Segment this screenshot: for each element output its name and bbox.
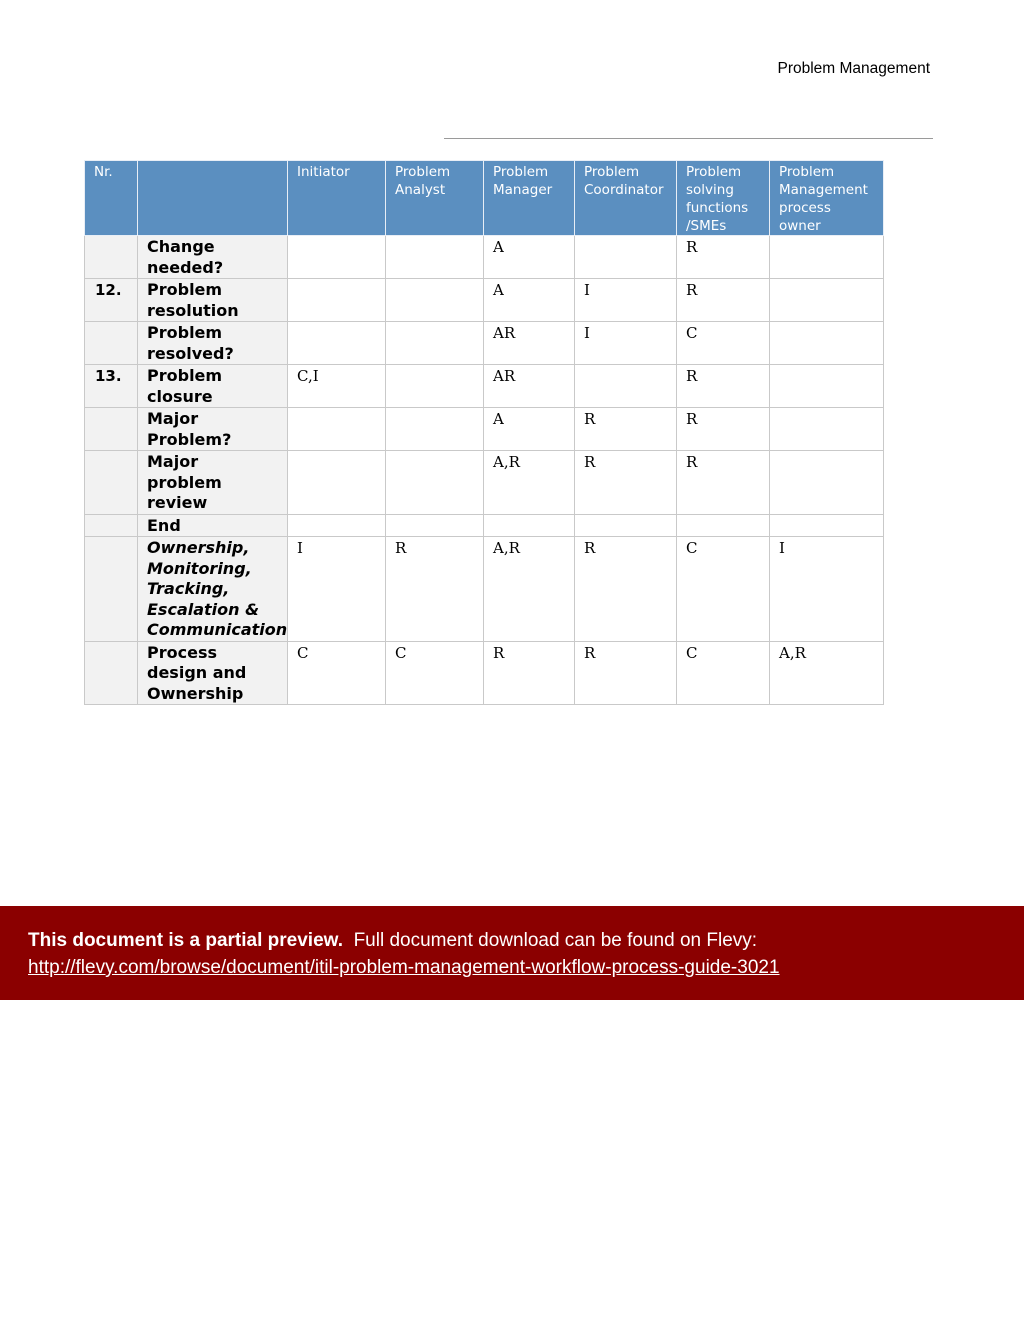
cell-problem-solving-functions: R xyxy=(677,279,770,322)
row-number xyxy=(85,236,138,279)
column-header-problem-analyst: Problem Analyst xyxy=(386,161,484,236)
row-activity: Change needed? xyxy=(138,236,288,279)
cell-problem-coordinator xyxy=(575,236,677,279)
row-activity: Problem resolution xyxy=(138,279,288,322)
column-header-activity xyxy=(138,161,288,236)
column-header-problem-solving-functions: Problem solving functions /SMEs xyxy=(677,161,770,236)
cell-initiator xyxy=(288,514,386,537)
cell-problem-analyst: R xyxy=(386,537,484,642)
row-activity: Major problem review xyxy=(138,451,288,515)
cell-problem-coordinator: R xyxy=(575,408,677,451)
cell-problem-solving-functions: C xyxy=(677,537,770,642)
row-activity: End xyxy=(138,514,288,537)
row-activity: Problem closure xyxy=(138,365,288,408)
row-activity: Problem resolved? xyxy=(138,322,288,365)
running-header-title: Problem Management xyxy=(777,60,930,77)
column-header-problem-coordinator: Problem Coordinator xyxy=(575,161,677,236)
table-row xyxy=(85,408,884,451)
header-rule xyxy=(444,138,933,139)
cell-problem-analyst: C xyxy=(386,641,484,705)
cell-initiator: C,I xyxy=(288,365,386,408)
cell-initiator xyxy=(288,322,386,365)
cell-problem-manager: AR xyxy=(484,322,575,365)
cell-problem-manager: A,R xyxy=(484,451,575,515)
flevy-download-link[interactable]: http://flevy.com/browse/document/itil-problem-management-workflow-process-guide-3021 xyxy=(28,957,780,978)
cell-problem-coordinator: I xyxy=(575,279,677,322)
table-row xyxy=(85,322,884,365)
row-number xyxy=(85,514,138,537)
cell-initiator xyxy=(288,236,386,279)
cell-problem-solving-functions: R xyxy=(677,365,770,408)
table-row xyxy=(85,365,884,408)
cell-problem-solving-functions: R xyxy=(677,451,770,515)
table-row xyxy=(85,451,884,515)
cell-process-owner xyxy=(770,322,884,365)
cell-process-owner: I xyxy=(770,537,884,642)
cell-problem-manager: R xyxy=(484,641,575,705)
cell-process-owner xyxy=(770,514,884,537)
cell-problem-analyst xyxy=(386,279,484,322)
row-number xyxy=(85,322,138,365)
cell-problem-solving-functions: C xyxy=(677,641,770,705)
cell-problem-manager: A xyxy=(484,236,575,279)
column-header-nr: Nr. xyxy=(85,161,138,236)
table-header-row xyxy=(85,161,884,236)
cell-initiator xyxy=(288,451,386,515)
cell-problem-coordinator: I xyxy=(575,322,677,365)
row-number: 13. xyxy=(85,365,138,408)
raci-table xyxy=(84,160,884,705)
cell-initiator: I xyxy=(288,537,386,642)
cell-process-owner xyxy=(770,408,884,451)
row-number xyxy=(85,408,138,451)
cell-problem-manager: AR xyxy=(484,365,575,408)
cell-process-owner xyxy=(770,365,884,408)
cell-problem-coordinator xyxy=(575,514,677,537)
cell-problem-analyst xyxy=(386,514,484,537)
preview-banner xyxy=(0,906,1024,1000)
table-row xyxy=(85,641,884,705)
row-number xyxy=(85,451,138,515)
cell-problem-analyst xyxy=(386,236,484,279)
row-number: 12. xyxy=(85,279,138,322)
cell-problem-coordinator: R xyxy=(575,537,677,642)
cell-process-owner xyxy=(770,279,884,322)
cell-problem-manager: A xyxy=(484,408,575,451)
row-activity: Major Problem? xyxy=(138,408,288,451)
cell-process-owner xyxy=(770,236,884,279)
cell-process-owner xyxy=(770,451,884,515)
table-row xyxy=(85,514,884,537)
preview-bold-text: This document is a partial preview. xyxy=(28,930,343,951)
cell-problem-manager xyxy=(484,514,575,537)
table-row xyxy=(85,279,884,322)
cell-problem-solving-functions: R xyxy=(677,408,770,451)
cell-process-owner: A,R xyxy=(770,641,884,705)
cell-problem-coordinator xyxy=(575,365,677,408)
row-number xyxy=(85,641,138,705)
cell-problem-analyst xyxy=(386,365,484,408)
cell-problem-analyst xyxy=(386,408,484,451)
table-row xyxy=(85,236,884,279)
preview-text: Full document download can be found on Flevy: xyxy=(353,930,758,951)
cell-problem-analyst xyxy=(386,451,484,515)
cell-problem-manager: A xyxy=(484,279,575,322)
row-activity: Ownership, Monitoring, Tracking, Escalation & Communication xyxy=(138,537,288,642)
cell-problem-coordinator: R xyxy=(575,451,677,515)
row-number xyxy=(85,537,138,642)
cell-initiator xyxy=(288,408,386,451)
cell-initiator xyxy=(288,279,386,322)
column-header-process-owner: Problem Management process owner xyxy=(770,161,884,236)
cell-problem-solving-functions xyxy=(677,514,770,537)
cell-initiator: C xyxy=(288,641,386,705)
column-header-initiator: Initiator xyxy=(288,161,386,236)
row-activity: Process design and Ownership xyxy=(138,641,288,705)
cell-problem-solving-functions: R xyxy=(677,236,770,279)
column-header-problem-manager: Problem Manager xyxy=(484,161,575,236)
cell-problem-analyst xyxy=(386,322,484,365)
cell-problem-coordinator: R xyxy=(575,641,677,705)
cell-problem-solving-functions: C xyxy=(677,322,770,365)
preview-message xyxy=(28,930,757,952)
table-row xyxy=(85,537,884,642)
cell-problem-manager: A,R xyxy=(484,537,575,642)
